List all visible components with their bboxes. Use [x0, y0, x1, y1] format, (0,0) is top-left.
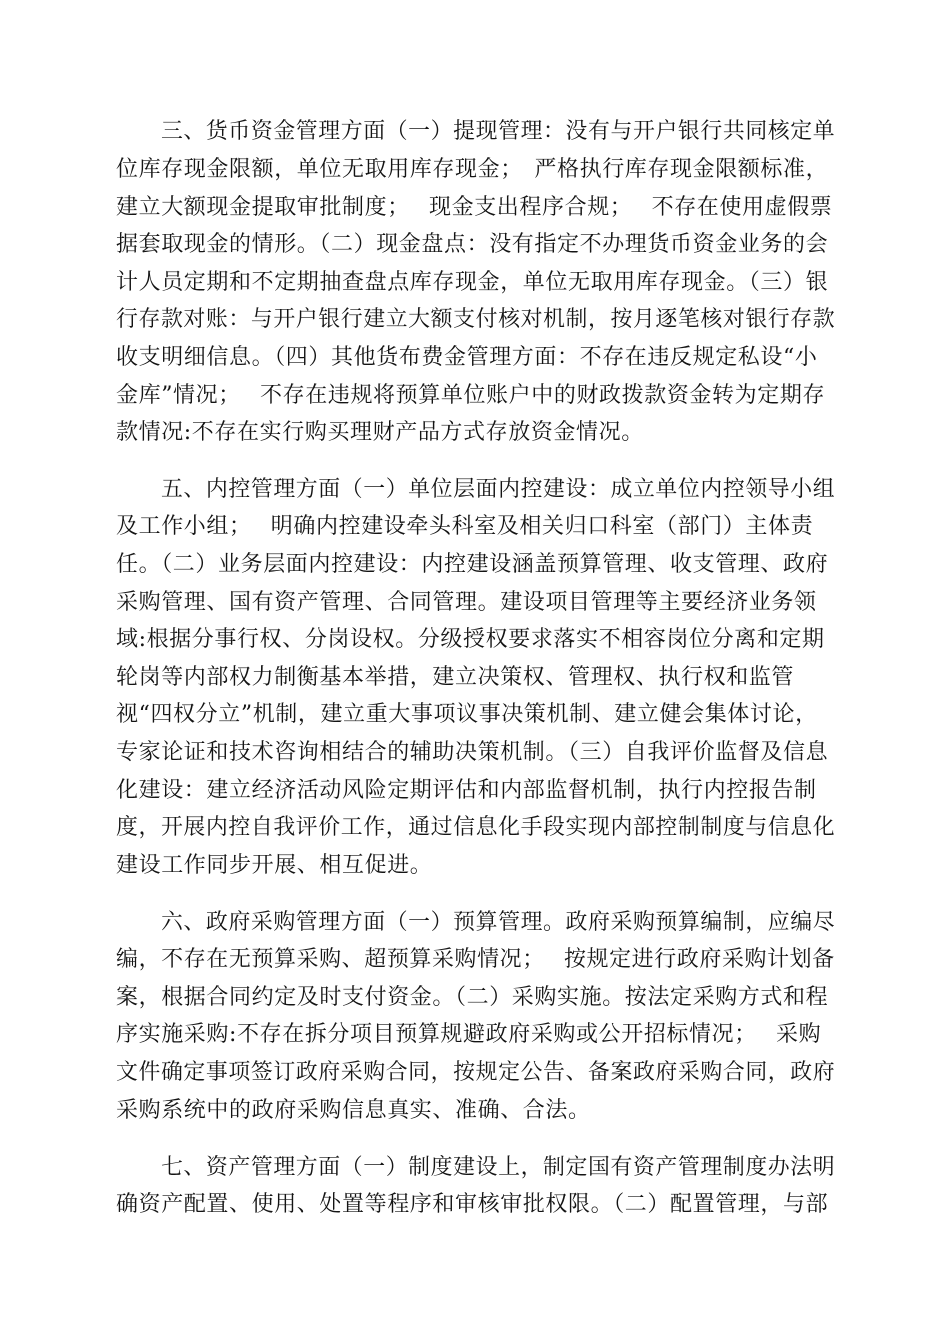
paragraph-1-line-2: 位库存现金限额，单位无取用库存现金； 严格执行库存现金限额标准， — [116, 157, 829, 182]
paragraph-1-line-6: 行存款对账：与开户银行建立大额支付核对机制，按月逐笔核对银行存款 — [116, 307, 836, 332]
paragraph-1-line-7: 收支明细信息。（四）其他货布费金管理方面：不存在违反规定私设“小 — [116, 345, 818, 370]
paragraph-2-line-1: 五、内控管理方面（一）单位层面内控建设：成立单位内控领导小组 — [116, 477, 836, 502]
paragraph-1-line-3: 建立大额现金提取审批制度； 现金支出程序合规； 不存在使用虚假票 — [116, 195, 833, 220]
paragraph-2-line-11: 建设工作同步开展、相互促进。 — [116, 853, 433, 878]
paragraph-3-line-3: 案，根据合同约定及时支付资金。（二）采购实施。按法定采购方式和程 — [116, 985, 829, 1010]
paragraph-2-line-4: 采购管理、国有资产管理、合同管理。建设项目管理等主要经济业务领 — [116, 590, 817, 615]
paragraph-3-line-2: 编，不存在无预算采购、超预算采购情况； 按规定进行政府采购计划备 — [116, 947, 835, 972]
paragraph-3-line-1: 六、政府采购管理方面（一）预算管理。政府采购预算编制，应编尽 — [116, 910, 836, 935]
paragraph-2-line-2: 及工作小组； 明确内控建设牵头科室及相关归口科室（部门）主体责 — [116, 514, 814, 539]
paragraph-3-line-5: 文件确定事项签订政府采购合同，按规定公告、备案政府采购合同，政府 — [116, 1060, 836, 1085]
paragraph-4-line-1: 七、资产管理方面（一）制度建设上，制定国有资产管理制度办法明 — [116, 1155, 836, 1180]
paragraph-2-line-9: 化建设：建立经济活动风险定期评估和内部监督机制，执行内控报告制 — [116, 778, 817, 803]
paragraph-1-line-9: 款情况:不存在实行购买理财产品方式存放资金情况。 — [116, 420, 644, 445]
paragraph-2-line-10: 度，开展内控自我评价工作，通过信息化手段实现内部控制制度与信息化 — [116, 815, 836, 840]
paragraph-3-line-4: 序实施采购:不存在拆分项目预算规避政府采购或公开招标情况； 采购 — [116, 1022, 822, 1047]
paragraph-4-line-2: 确资产配置、使用、处置等程序和审核审批权限。（二）配置管理，与部 — [116, 1192, 829, 1217]
paragraph-1-line-4: 据套取现金的情形。（二）现金盘点：没有指定不办理货币资金业务的会 — [116, 232, 829, 257]
paragraph-1-line-5: 计人员定期和不定期抽查盘点库存现金，单位无取用库存现金。（三）银 — [116, 270, 829, 295]
paragraph-2-line-5: 域:根据分事行权、分岗设权。分级授权要求落实不相容岗位分离和定期 — [116, 627, 825, 652]
paragraph-2-line-6: 轮岗等内部权力制衡基本举措，建立决策权、管理权、执行权和监管 — [116, 665, 795, 690]
paragraph-2-line-3: 任。（二）业务层面内控建设：内控建设涵盖预算管理、收支管理、政府 — [116, 552, 829, 577]
paragraph-2-line-8: 专家论证和技术咨询相结合的辅助决策机制。（三）自我评价监督及信息 — [116, 740, 829, 765]
paragraph-1-line-1: 三、货币资金管理方面（一）提现管理：没有与开户银行共同核定单 — [116, 119, 836, 144]
paragraph-1-line-8: 金库”情况； 不存在违规将预算单位账户中的财政拨款资金转为定期存 — [116, 383, 826, 408]
paragraph-3-line-6: 采购系统中的政府采购信息真实、准确、合法。 — [116, 1098, 591, 1123]
paragraph-2-line-7: 视“四权分立”机制，建立重大事项议事决策机制、建立健会集体讨论， — [116, 702, 818, 727]
